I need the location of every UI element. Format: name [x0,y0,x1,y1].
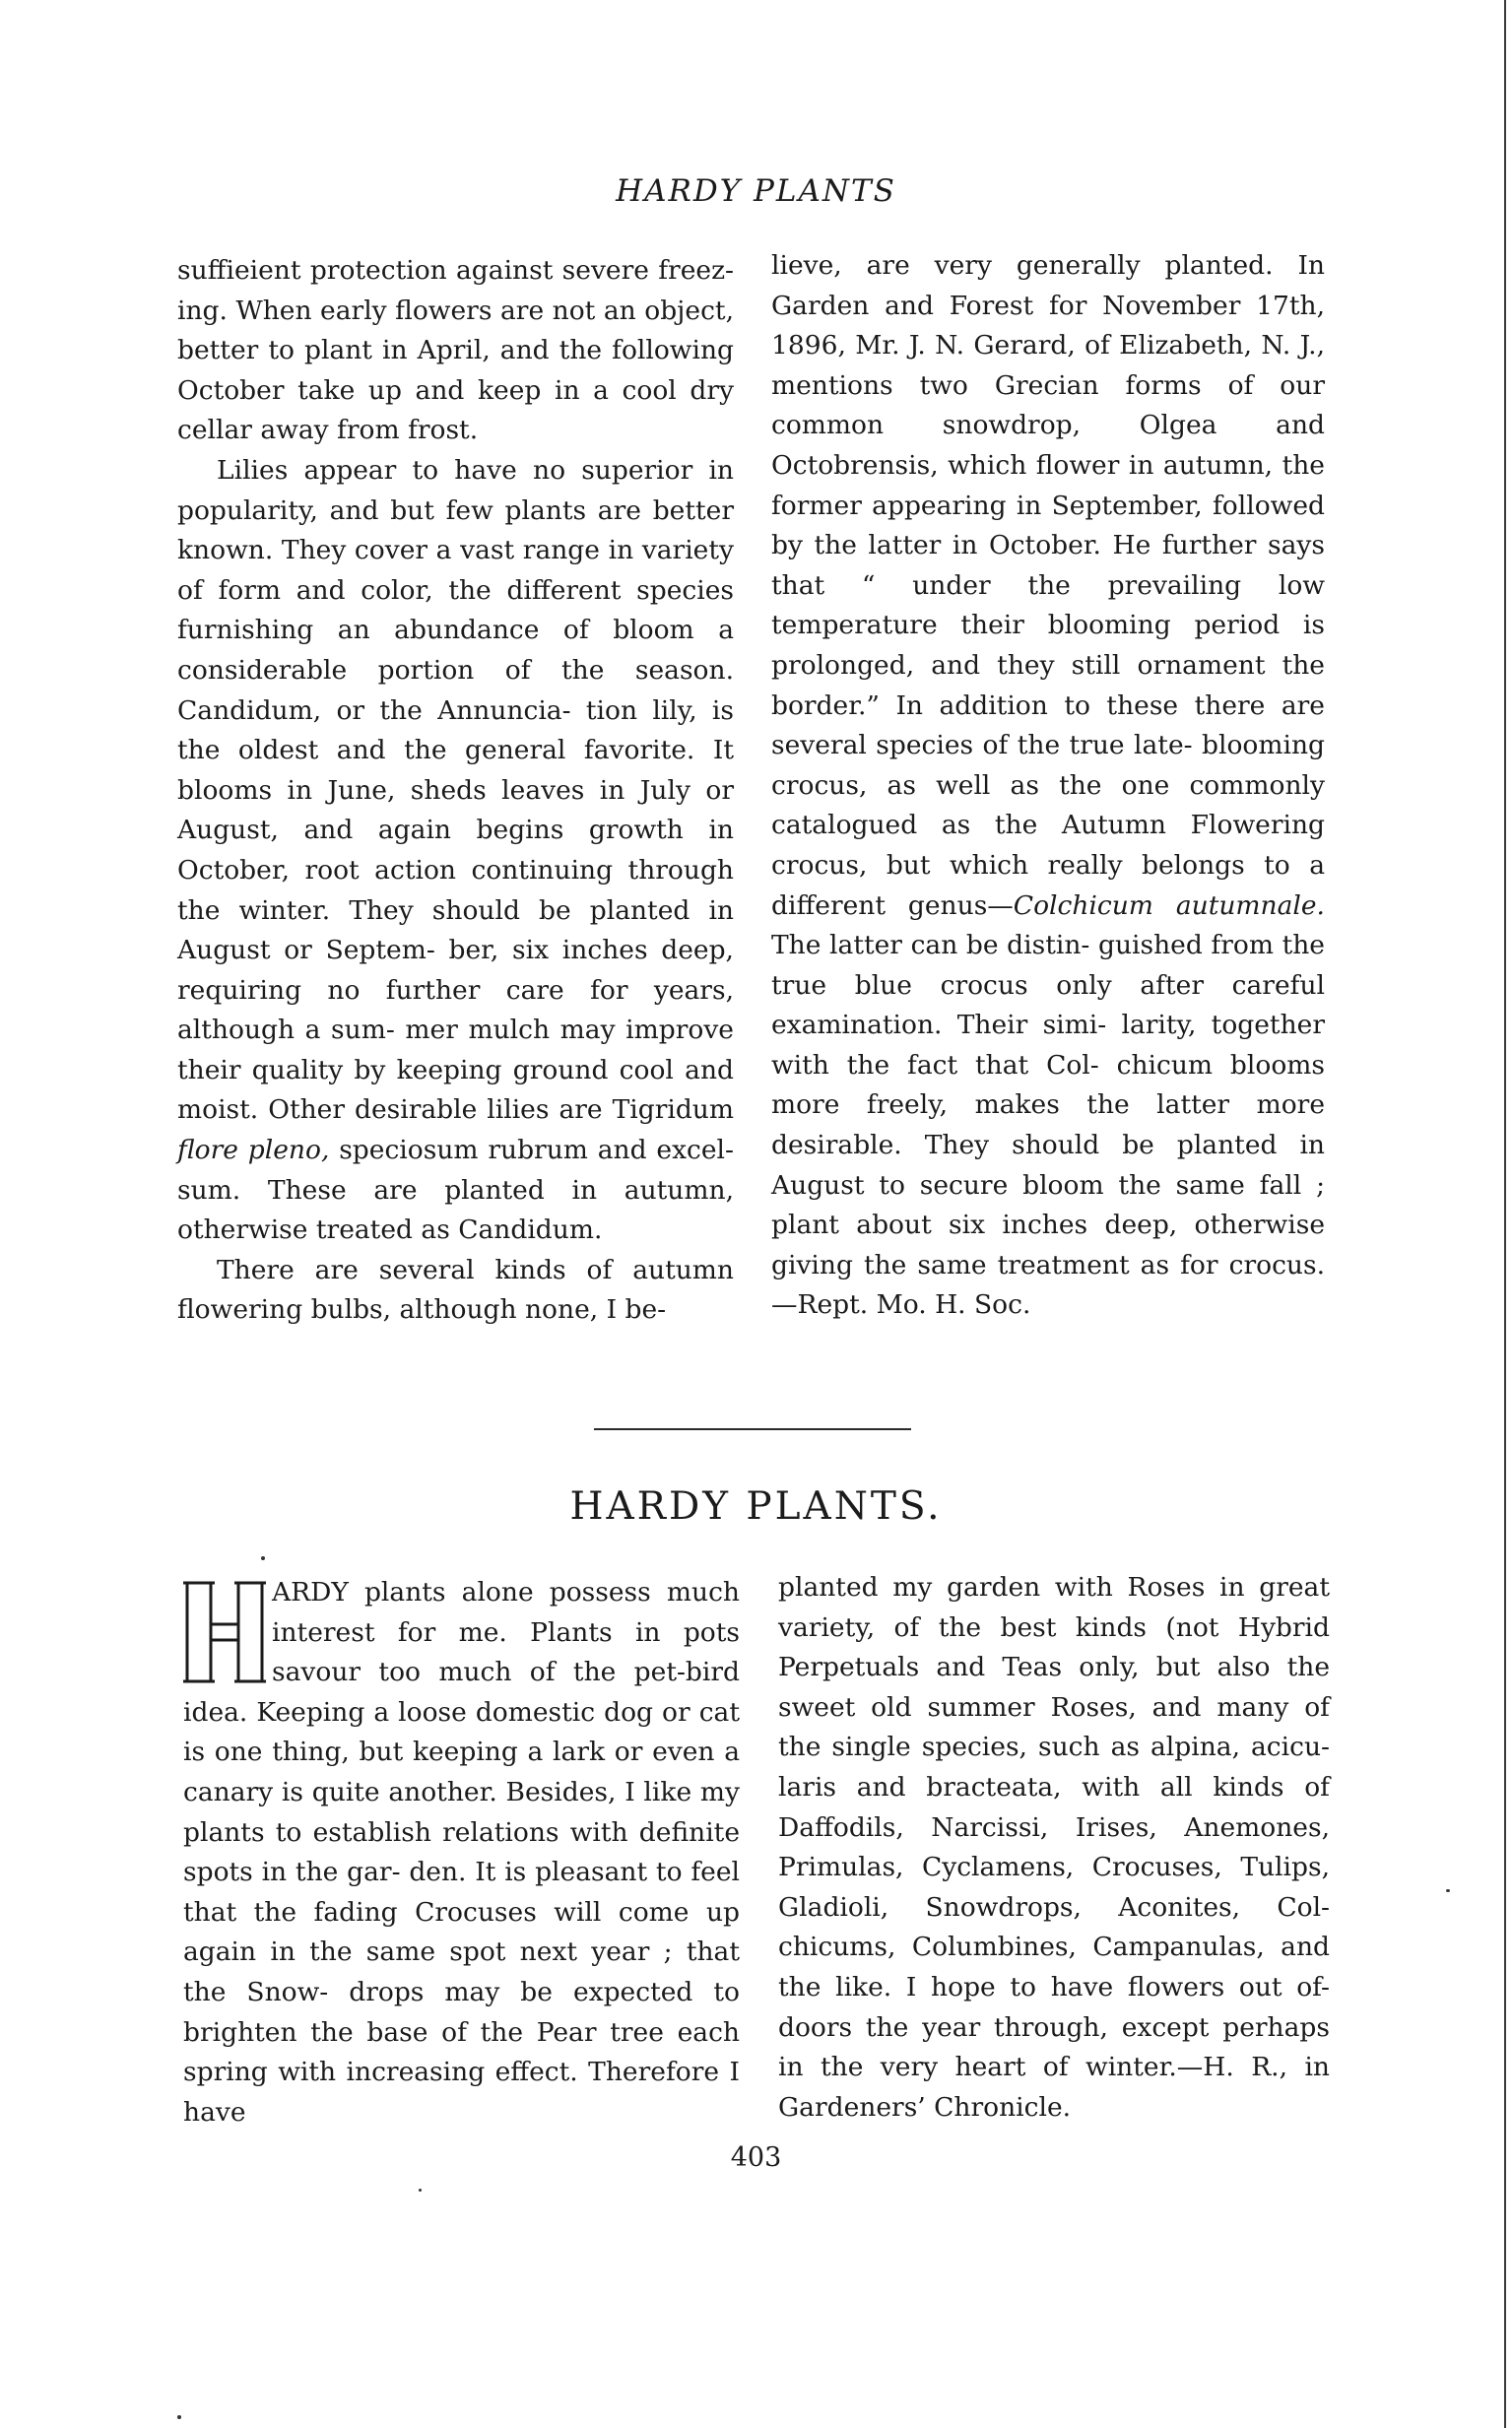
section-divider [594,1428,911,1430]
article-title: HARDY PLANTS. [569,1484,943,1529]
running-head: HARDY PLANTS [616,173,896,209]
paragraph-snowdrop [771,246,1325,1326]
lilies-text: Lilies appear to have no superior in popularity, and but few plants are better known. They cover a vast range in variety of form and color, the different species furnishing an abundance of bloom a considerable portion of the season. Candidum, or the Annuncia- tion lily, is the oldest and the general favorite. It blooms in June, sheds leaves in July or August, and again begins growth in October, root action continuing through the winter. They should be planted in August or Septem- ber, six inches deep, requiring no further care for years, although a sum- mer mulch may improve their quality by keeping ground cool and moist. Other desirable lilies are Tigridum [177,454,734,1126]
paragraph-hardy-plants-1: ARDY plants alone possess much interest for me. Plants in pots savour too much of the pet-bird idea. Keeping a loose domestic dog or cat is one thing, but keeping a lark or even a canary is quite another. Besides, I like my plants to establish relations with definite spots in the gar- den. It is pleasant to feel that the fading Crocuses will come up again in the same spot next year ; that the Snow- drops may be expected to brighten the base of the Pear tree each spring with increasing effect. Therefore I have [183,1577,740,2128]
colchicum-italic-term: Colchicum autumnale. [1013,889,1325,921]
snowdrop-text: lieve, are very generally planted. In Garden and Forest for November 17th, 1896, Mr. J. N. Gerard, of Elizabeth, N. J., mentions two Grecian forms of our common snowdrop, Olgea and Octobrensis, which flower in autumn, the former appearing in September, followed by the latter in October. He further says that “ under the prevailing low temperature their blooming period is prolonged, and they still ornament the border.” In addition to these there are several species of the true late- blooming crocus, as well as the one commonly catalogued as the Autumn Flowering crocus, but which really belongs to a different genus— [771,250,1325,921]
colchicum-text: The latter can be distin- guished from the true blue crocus only after careful examination. Their simi- larity, together with the fact that Col- chicum blooms more freely, makes the latter more desirable. They should be planted in August to secure bloom the same fall ; plant about six inches deep, otherwise giving the same treatment as for crocus.—Rept. Mo. H. Soc. [771,930,1325,1321]
paragraph-hardy-plants-2: planted my garden with Roses in great variety, of the best kinds (not Hybrid Perpetuals and Teas only, but also the sweet old summer Roses, and many of the single species, such as alpina, acicu- laris and bracteata, with all kinds of Daffodils, Narcissi, Irises, Anemones, Primulas, Cyclamens, Crocuses, Tulips, Gladioli, Snowdrops, Aconites, Col- chicums, Columbines, Campanulas, and the like. I hope to have flowers out of- doors the year through, except perhaps in the very heart of winter.—H. R., in Gardeners’ Chronicle. [778,1572,1330,2123]
paragraph-lilies [177,451,734,1251]
article1-right-column [771,246,1325,1326]
lilies-italic-term: flore pleno, [177,1135,330,1166]
paragraph-autumn-bulbs: There are several kinds of autumn flowering bulbs, although none, I be- [177,1254,734,1326]
lilies-tail-text: speciosum rubrum and excel- sum. These are planted in autumn, otherwise treated as Candidum. [177,1135,734,1246]
ink-speck [1446,1889,1450,1892]
drop-cap-h-glyph [183,1581,266,1685]
page-number: 403 [730,2142,782,2173]
drop-cap-h [183,1581,266,1689]
ink-speck [177,2415,181,2419]
ink-speck [419,2189,422,2192]
article2-right-column [778,1568,1330,2128]
paragraph-protection: suffieient protection against severe freez- ing. When early flowers are not an object, better to plant in April, and the following October take up and keep in a cool dry cellar away from frost. [177,255,734,446]
article1-left-column [177,251,734,1331]
article2-left-column [183,1573,740,2133]
ink-speck [261,1556,265,1560]
page-edge-line [1504,0,1506,2428]
